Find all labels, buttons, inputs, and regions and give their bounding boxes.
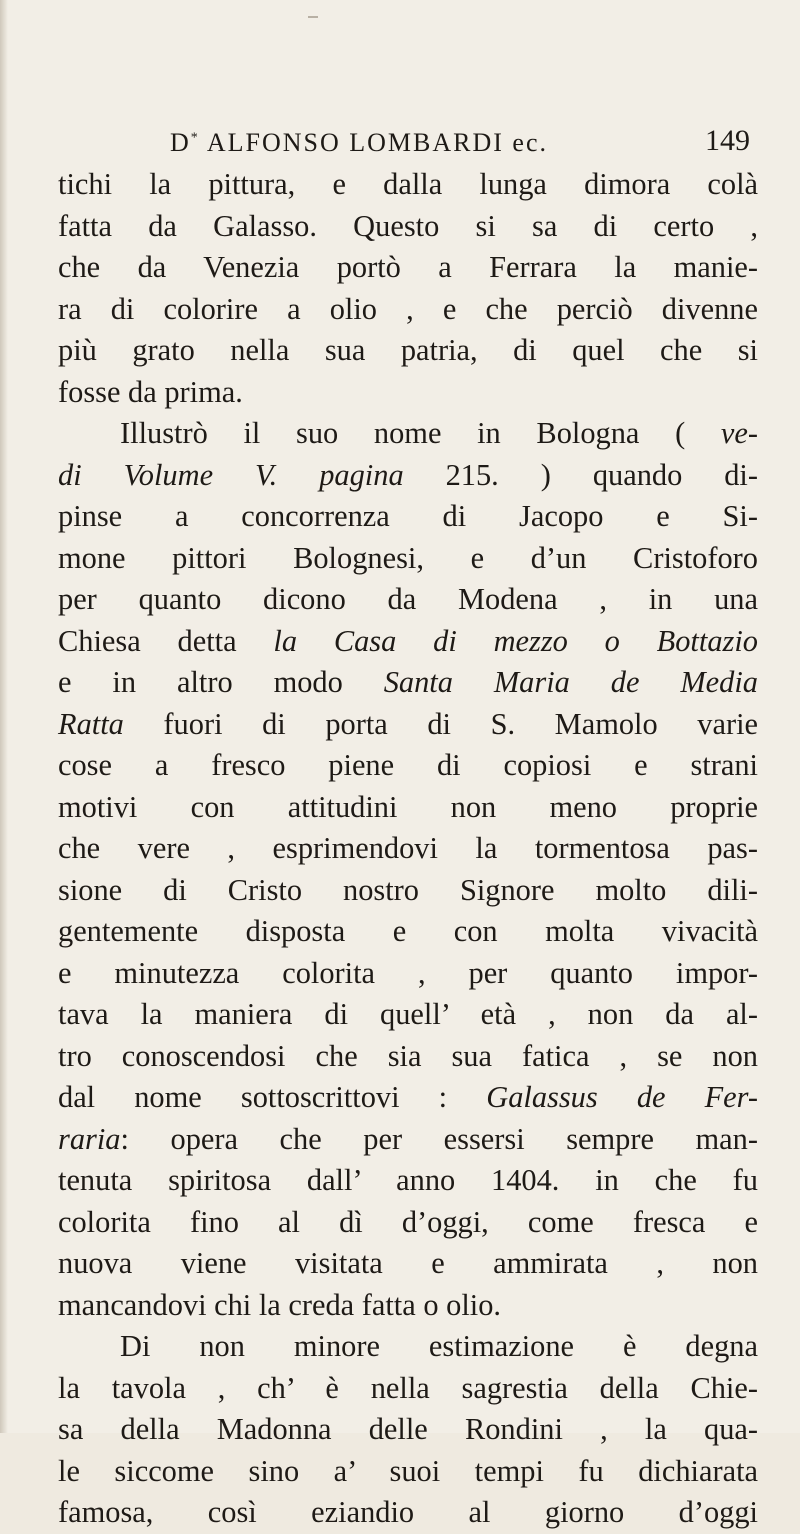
text-line — [58, 1326, 758, 1368]
line-text: mone pittori Bolognesi, e d’un Cristoforo — [58, 540, 758, 575]
line-text: tro conoscendosi che sia sua fatica , se non — [58, 1038, 758, 1073]
line-text: famosa, così eziandio al giorno d’oggi — [58, 1495, 758, 1529]
line-text: tava la maniera di quell’ età , non da al- — [58, 997, 758, 1031]
line-text: ra di colorire a olio , e che perciò divenne — [58, 291, 758, 326]
line-text: pinse a concorrenza di Jacopo e Si- — [58, 499, 758, 533]
line-text: per quanto dicono da Modena , in una — [58, 582, 758, 616]
line-text: tenuta spiritosa dall’ anno 1404. in che fu — [58, 1163, 758, 1197]
line-text: Illustrò il suo nome in Bologna ( — [120, 416, 721, 450]
page-number: 149 — [705, 124, 750, 157]
line-text: fuori di porta di S. Mamolo varie — [123, 706, 758, 741]
text-line — [58, 870, 758, 912]
line-text: : opera che per essersi sempre man- — [120, 1121, 758, 1156]
text-line — [58, 1202, 758, 1244]
text-line — [58, 330, 758, 372]
text-line — [58, 164, 758, 206]
line-text: la tavola , ch’ è nella sagrestia della Chie- — [58, 1370, 758, 1405]
line-text: mancandovi chi la creda fatta o olio. — [58, 1287, 502, 1322]
text-line — [58, 953, 758, 995]
line-text: che vere , esprimendovi la tormentosa pas- — [58, 831, 758, 865]
text-line — [58, 621, 758, 663]
text-line — [58, 579, 758, 621]
text-line — [58, 1036, 758, 1078]
text-line — [58, 372, 758, 414]
italic-text: Ratta — [58, 706, 124, 741]
text-line — [58, 1409, 758, 1451]
text-line — [58, 1492, 758, 1534]
line-text: più grato nella sua patria, di quel che si — [58, 333, 758, 367]
text-line — [58, 247, 758, 289]
line-text: e in altro modo — [58, 665, 384, 699]
text-line — [58, 1160, 758, 1202]
running-title-initial: D — [170, 128, 191, 157]
page-left-edge — [0, 0, 8, 1433]
line-text: che da Venezia portò a Ferrara la manie- — [58, 250, 758, 284]
paper-mark — [308, 16, 318, 18]
line-text: dal nome sottoscrittovi : — [58, 1080, 487, 1114]
italic-text: di Volume V. pagina — [58, 457, 404, 492]
running-title — [170, 128, 548, 158]
line-text: tichi la pittura, e dalla lunga dimora colà — [58, 167, 758, 201]
italic-text: ve- — [720, 416, 758, 450]
text-line — [58, 1243, 758, 1285]
text-line — [58, 1368, 758, 1410]
text-line — [58, 704, 758, 746]
line-text: gentemente disposta e con molta vivacità — [58, 914, 758, 948]
text-line — [58, 994, 758, 1036]
line-text: motivi con attitudini non meno proprie — [58, 789, 758, 824]
text-line — [58, 289, 758, 331]
text-line — [58, 1285, 758, 1327]
italic-text: raria — [58, 1121, 121, 1156]
line-text: cose a fresco piene di copiosi e strani — [58, 748, 758, 782]
line-text: fatta da Galasso. Questo si sa di certo , — [58, 208, 758, 243]
text-line — [58, 787, 758, 829]
italic-text: la Casa di mezzo o Bottazio — [273, 623, 758, 658]
text-line — [58, 911, 758, 953]
text-line — [58, 828, 758, 870]
text-line — [58, 745, 758, 787]
line-text: colorita fino al dì d’oggi, come fresca e — [58, 1204, 758, 1239]
line-text: sione di Cristo nostro Signore molto dili- — [58, 872, 758, 907]
line-text: le siccome sino a’ suoi tempi fu dichiarata — [58, 1453, 758, 1488]
line-text: Chiesa detta — [58, 623, 274, 658]
text-line — [58, 206, 758, 248]
text-line — [58, 662, 758, 704]
running-header — [170, 124, 750, 164]
running-title-sup: * — [190, 130, 200, 146]
text-line — [58, 538, 758, 580]
text-line — [58, 455, 758, 497]
text-line — [58, 1077, 758, 1119]
text-line — [58, 1119, 758, 1161]
text-line — [58, 496, 758, 538]
body-text — [58, 164, 758, 1534]
italic-text: Santa Maria de Media — [383, 665, 758, 699]
running-title-text: ALFONSO LOMBARDI ec. — [199, 128, 549, 157]
line-text: nuova viene visitata e ammirata , non — [58, 1246, 758, 1280]
line-text: e minutezza colorita , per quanto impor- — [58, 955, 758, 990]
line-text: Di non minore estimazione è degna — [120, 1329, 758, 1363]
text-line — [58, 413, 758, 455]
italic-text: Galassus de Fer- — [486, 1080, 759, 1114]
line-text: 215. ) quando di- — [403, 457, 758, 492]
text-line — [58, 1451, 758, 1493]
line-text: sa della Madonna delle Rondini , la qua- — [58, 1412, 758, 1446]
line-text: fosse da prima. — [58, 374, 243, 409]
